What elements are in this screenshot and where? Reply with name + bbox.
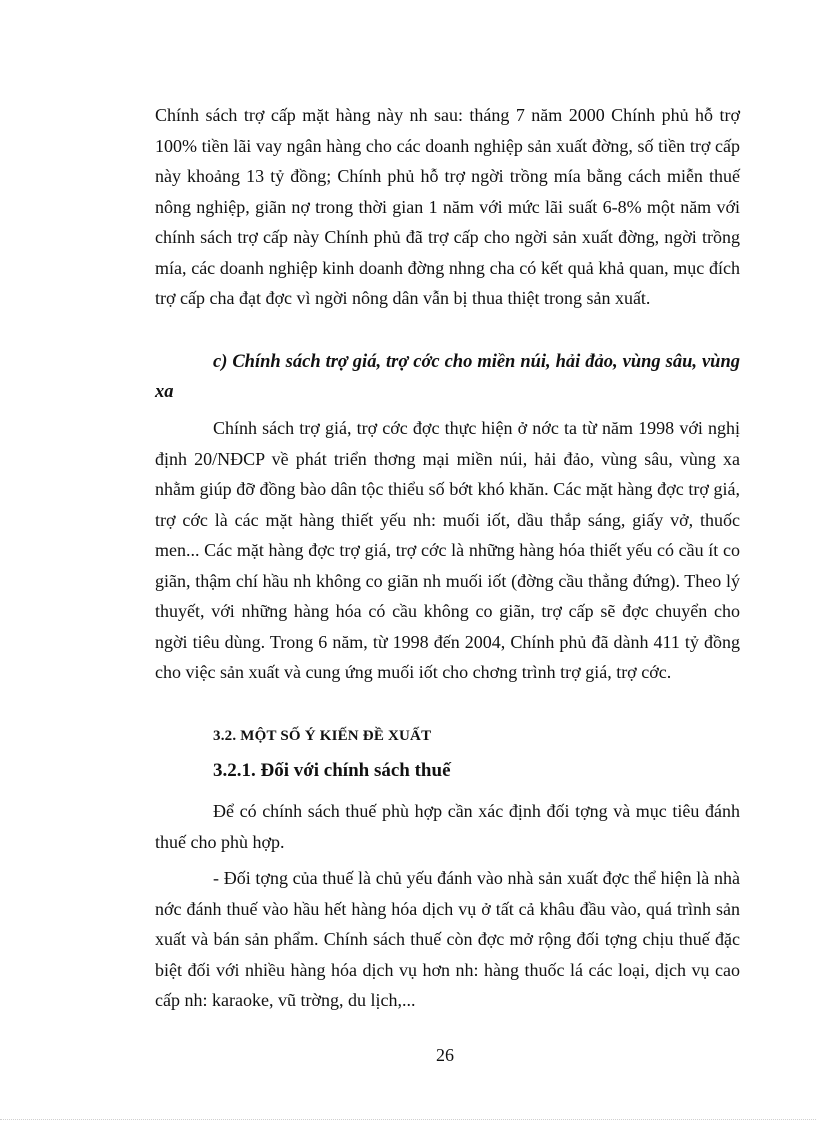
page-bottom-divider xyxy=(0,1119,816,1120)
page-number: 26 xyxy=(436,1045,454,1065)
paragraph-tax-subjects: - Đối tợng của thuế là chủ yếu đánh vào nhà sản xuất đợc thể hiện là nhà nớc đánh thuế vào hầu hết hàng hóa dịch vụ ở tất cả khâu đầu vào, quá trình sản xuất và bán sản phẩm. Chính sách thuế còn đợc mở rộng đối tợng chịu thuế đặc biệt đối với nhiều hàng hóa dịch vụ hơn nh: hàng thuốc lá các loại, dịch vụ cao cấp nh: karaoke, vũ trờng, du lịch,... xyxy=(155,868,740,1010)
paragraph-subsidy-sugar: Chính sách trợ cấp mặt hàng này nh sau: tháng 7 năm 2000 Chính phủ hỗ trợ 100% tiền lãi vay ngân hàng cho các doanh nghiệp sản xuất đờng, số tiền trợ cấp này khoảng 13 tỷ đồng; Chính phủ hỗ trợ ngời trồng mía bằng cách miễn thuế nông nghiệp, giãn nợ trong thời gian 1 năm với mức lãi suất 6-8% một năm với chính sách trợ cấp này Chính phủ đã trợ cấp cho ngời sản xuất đờng, ngời trồng mía, các doanh nghiệp kinh doanh đờng nhng cha có kết quả khả quan, mục đích trợ cấp cha đạt đợc vì ngời nông dân vẫn bị thua thiệt trong sản xuất. xyxy=(155,105,740,308)
subsection-heading: 3.2.1. Đối với chính sách thuế xyxy=(213,760,451,781)
paragraph-price-freight-subsidy: Chính sách trợ giá, trợ cớc đợc thực hiện ở nớc ta từ năm 1998 với nghị định 20/NĐCP về phát triển thơng mại miền núi, hải đảo, vùng sâu, vùng xa nhằm giúp đỡ đồng bào dân tộc thiểu số bớt khó khăn. Các mặt hàng đợc trợ giá, trợ cớc là các mặt hàng thiết yếu nh: muối iốt, dầu thắp sáng, giấy vở, thuốc men... Các mặt hàng đợc trợ giá, trợ cớc là những hàng hóa thiết yếu có cầu ít co giãn, thậm chí hầu nh không co giãn nh muối iốt (đờng cầu thẳng đứng). Theo lý thuyết, với những hàng hóa có cầu không co giãn, trợ cấp sẽ đợc chuyển cho ngời tiêu dùng. Trong 6 năm, từ 1998 đến 2004, Chính phủ đã dành 411 tỷ đồng cho việc sản xuất và cung ứng muối iốt cho chơng trình trợ giá, trợ cớc. xyxy=(155,418,740,682)
section-heading: 3.2. MỘT SỐ Ý KIẾN ĐỀ XUẤT xyxy=(213,728,432,744)
paragraph-tax-policy-intro: Để có chính sách thuế phù hợp cần xác định đối tợng và mục tiêu đánh thuế cho phù hợp. xyxy=(155,801,740,852)
heading-price-freight-subsidy: c) Chính sách trợ giá, trợ cớc cho miền núi, hải đảo, vùng sâu, vùng xa xyxy=(155,352,740,402)
